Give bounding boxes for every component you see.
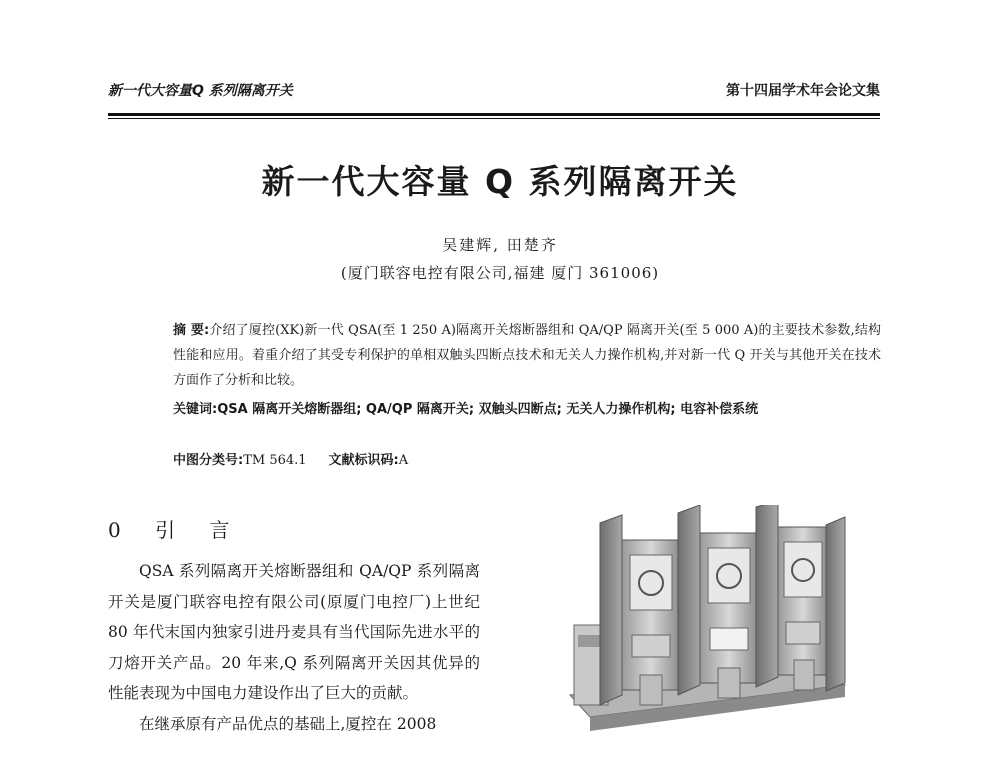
running-header-right: 第十四届学术年会论文集 [726, 83, 880, 99]
clc-label: 中图分类号: [173, 453, 244, 468]
abstract-text: 介绍了厦控(XK)新一代 QSA(至 1 250 A)隔离开关熔断器组和 QA/QP 隔离开关(至 5 000 A)的主要技术参数,结构性能和应用。着重介绍了其受专利保护的单相双触头四断点技术和无关人力操作机构,并对新一代 Q 开关与其他开关在技术方面作了分析和比较。 [173, 323, 881, 388]
running-header-left: 新一代大容量Q 系列隔离开关 [108, 83, 293, 99]
affiliation: (厦门联容电控有限公司,福建 厦门 361006) [340, 264, 660, 282]
keywords-text: QSA 隔离开关熔断器组; QA/QP 隔离开关; 双触头四断点; 无关人力操作机构; 电容补偿系统 [217, 402, 759, 417]
doc-code-value: A [398, 453, 409, 468]
body-paragraph: 在继承原有产品优点的基础上,厦控在 2008 [139, 714, 437, 733]
classification [173, 448, 853, 473]
abstract [143, 318, 881, 393]
switch-photo-figure [560, 505, 850, 745]
body-column [108, 556, 480, 739]
authors: 吴建辉, 田楚齐 [442, 236, 558, 254]
body-paragraph: QSA 系列隔离开关熔断器组和 QA/QP 系列隔离开关是厦门联容电控有限公司(原厦门电控厂)上世纪 80 年代末国内独家引进丹麦具有当代国际先进水平的刀熔开关产品。20 年来,Q 系列隔离开关因其优异的性能表现为中国电力建设作出了巨大的贡献。 [108, 562, 480, 702]
switch-photo [560, 505, 850, 745]
header-rule-thin [108, 118, 880, 119]
section-heading: 0 引 言 [108, 518, 244, 542]
running-header [108, 80, 880, 102]
doc-code-label: 文献标识码: [328, 453, 399, 468]
paper-title: 新一代大容量 Q 系列隔离开关 [261, 162, 739, 201]
header-rule-thick [108, 113, 880, 116]
abstract-label: 摘 要: [173, 323, 210, 338]
keywords [143, 397, 881, 422]
clc-value: TM 564.1 [243, 453, 307, 468]
keywords-label: 关键词: [173, 402, 218, 417]
